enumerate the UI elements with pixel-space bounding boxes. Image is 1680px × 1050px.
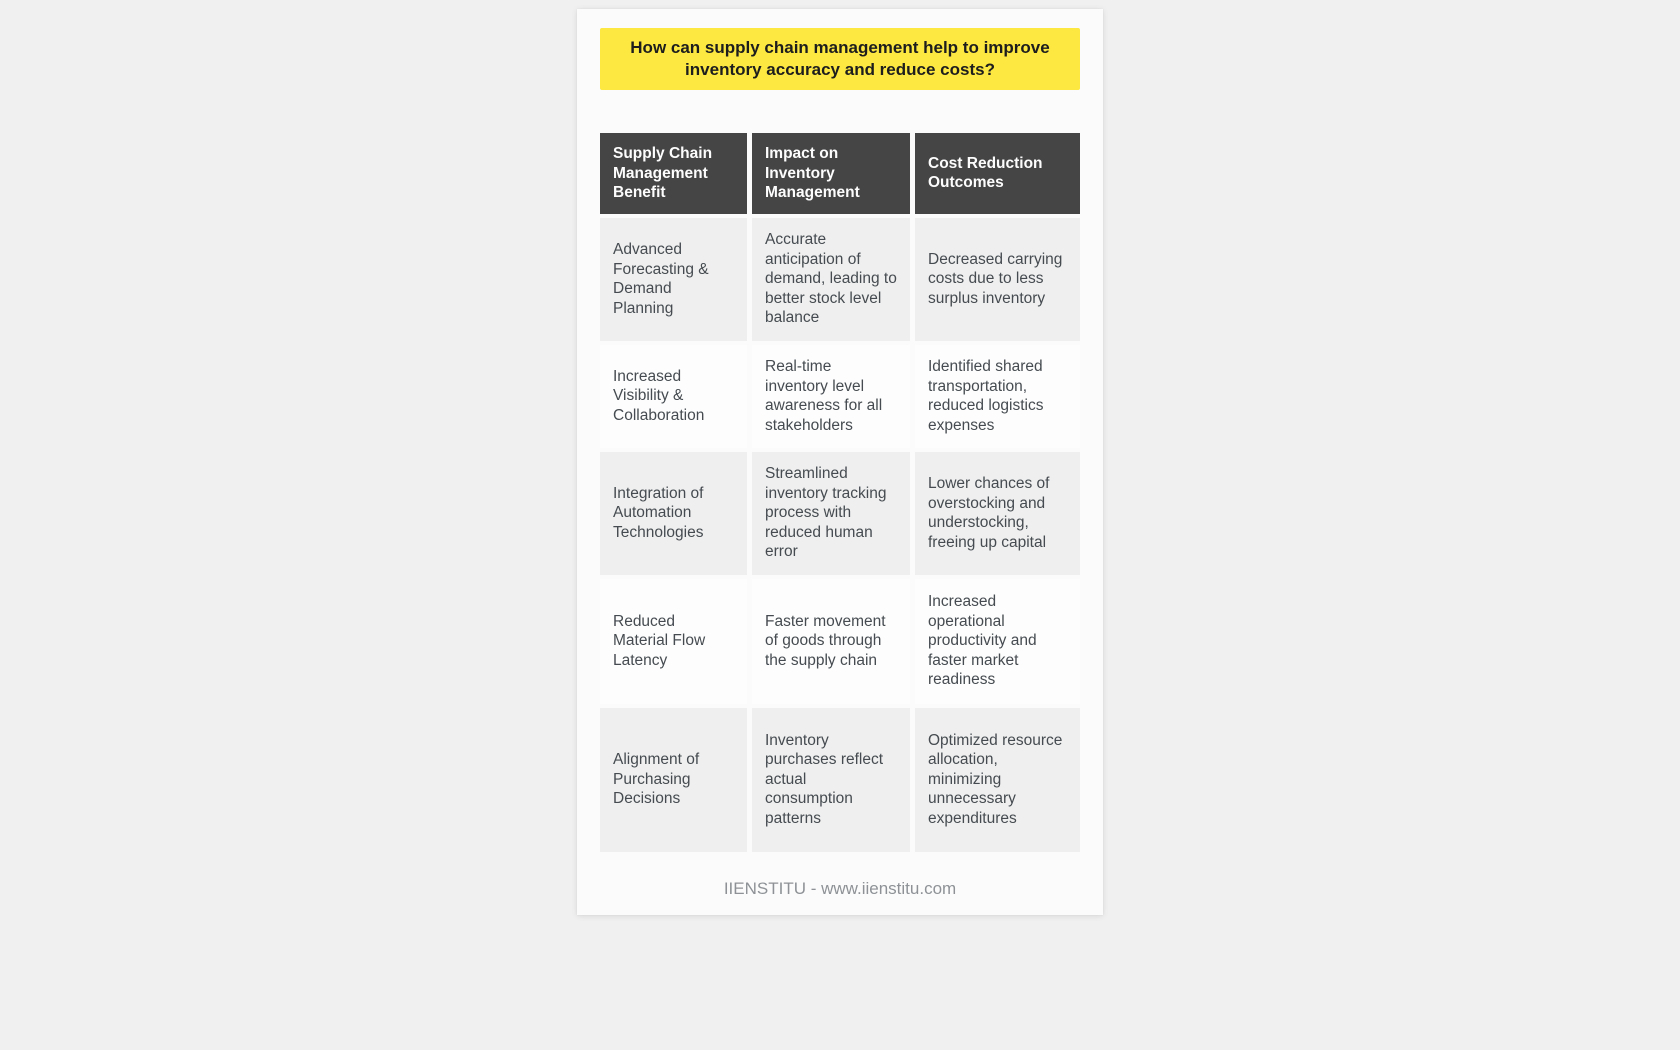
benefits-table bbox=[595, 129, 1085, 856]
column-header: Cost Reduction Outcomes bbox=[915, 133, 1080, 214]
table-cell: Integration of Automation Technologies bbox=[600, 452, 747, 575]
table-cell: Alignment of Purchasing Decisions bbox=[600, 708, 747, 852]
table-cell: Lower chances of overstocking and understocking, freeing up capital bbox=[915, 452, 1080, 575]
table-row bbox=[600, 345, 1080, 448]
table-cell: Streamlined inventory tracking process with reduced human error bbox=[752, 452, 910, 575]
table-cell: Identified shared transportation, reduced logistics expenses bbox=[915, 345, 1080, 448]
page bbox=[0, 9, 1680, 1050]
question-title: How can supply chain management help to improve inventory accuracy and reduce costs? bbox=[630, 38, 1050, 79]
table-cell: Optimized resource allocation, minimizing unnecessary expenditures bbox=[915, 708, 1080, 852]
table-cell: Increased operational productivity and faster market readiness bbox=[915, 579, 1080, 704]
question-title-box bbox=[600, 28, 1080, 90]
table-row bbox=[600, 218, 1080, 341]
table-cell: Inventory purchases reflect actual consumption patterns bbox=[752, 708, 910, 852]
table-cell: Decreased carrying costs due to less surplus inventory bbox=[915, 218, 1080, 341]
table-cell: Accurate anticipation of demand, leading to better stock level balance bbox=[752, 218, 910, 341]
attribution-text: IIENSTITU - www.iienstitu.com bbox=[723, 878, 957, 898]
header-row bbox=[600, 133, 1080, 214]
table-row bbox=[600, 708, 1080, 852]
table-cell: Real-time inventory level awareness for all stakeholders bbox=[752, 345, 910, 448]
table-cell: Faster movement of goods through the supply chain bbox=[752, 579, 910, 704]
column-header: Supply Chain Management Benefit bbox=[600, 133, 747, 214]
table-row bbox=[600, 579, 1080, 704]
table-row bbox=[600, 452, 1080, 575]
table-cell: Reduced Material Flow Latency bbox=[600, 579, 747, 704]
content-card bbox=[577, 9, 1103, 915]
table-cell: Advanced Forecasting & Demand Planning bbox=[600, 218, 747, 341]
column-header: Impact on Inventory Management bbox=[752, 133, 910, 214]
table-cell: Increased Visibility & Collaboration bbox=[600, 345, 747, 448]
